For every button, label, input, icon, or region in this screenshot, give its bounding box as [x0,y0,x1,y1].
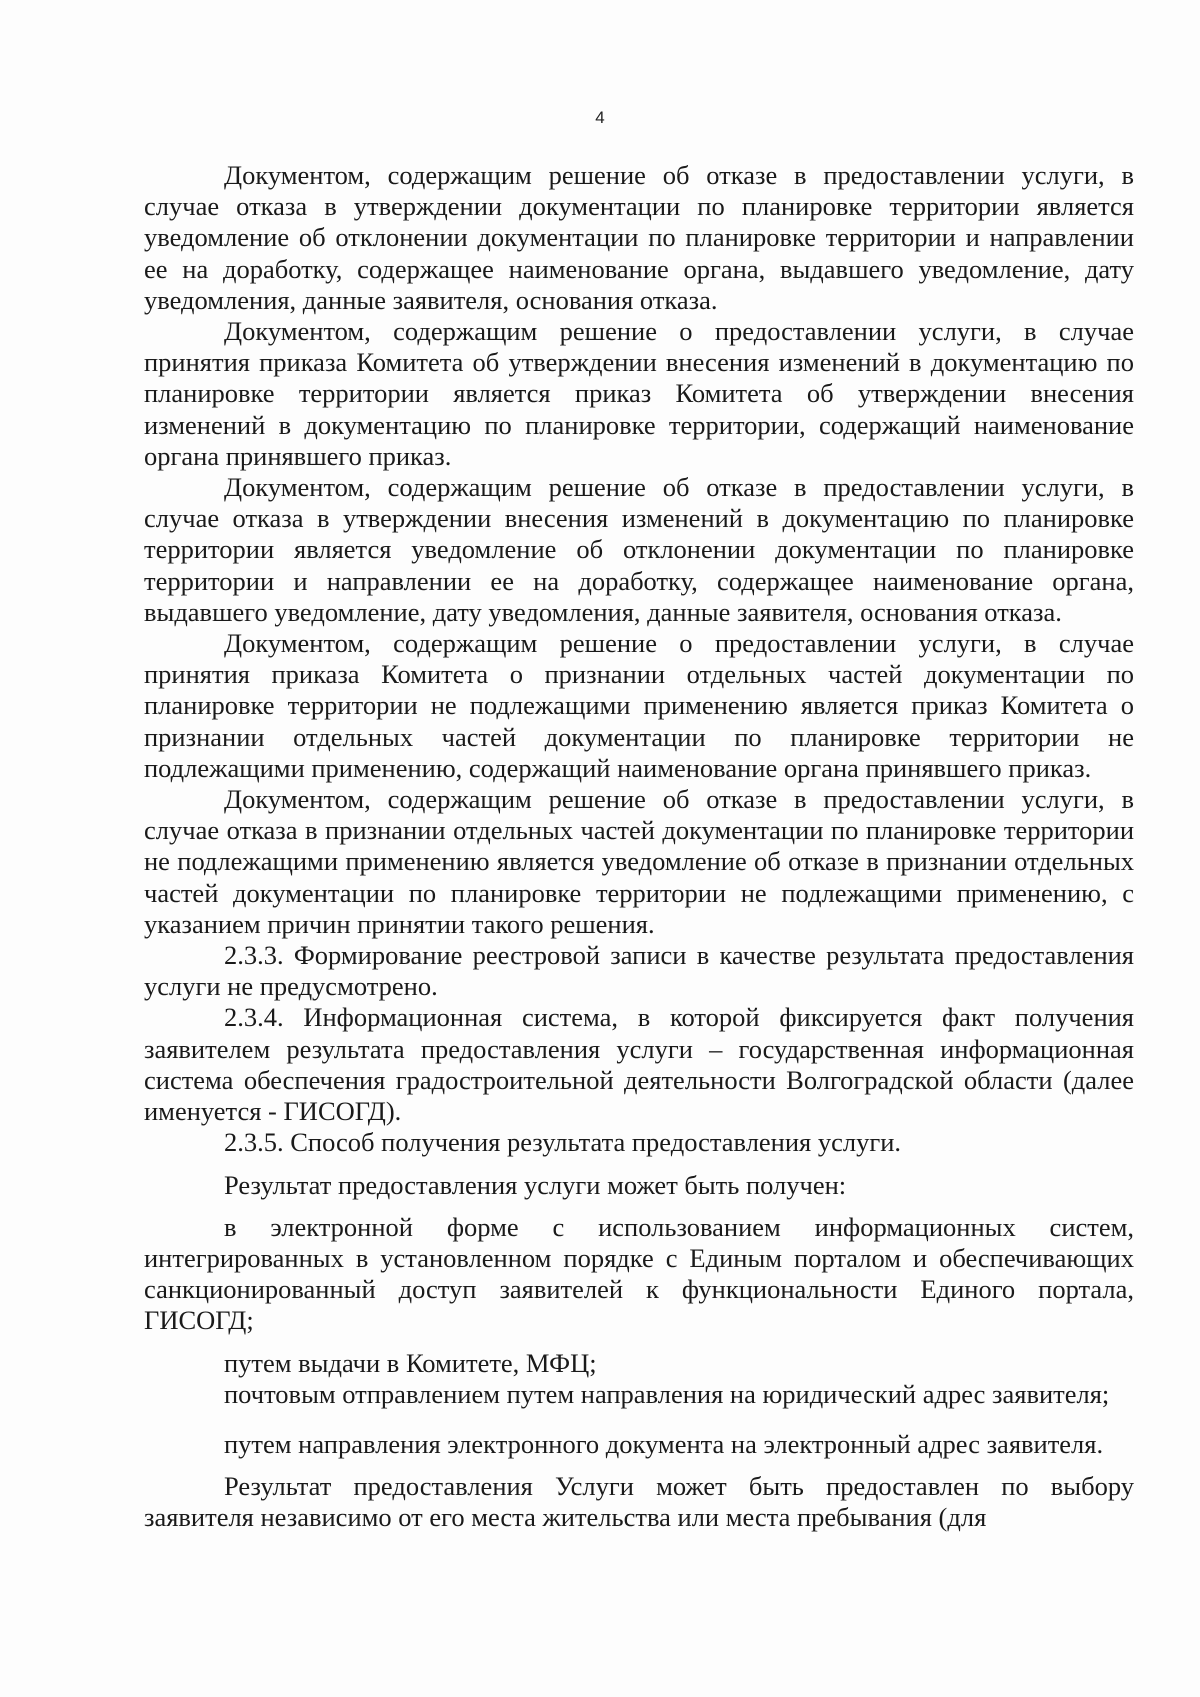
list-item-issuance: путем выдачи в Комитете, МФЦ; [224,1347,597,1378]
paragraph-result-intro: Результат предоставления услуги может быть получен: [224,1169,847,1200]
paragraph-grant-recognition: Документом, содержащим решение о предоставлении услуги, в случае принятия приказа Комитета о признании отдельных частей документации по планировке территории не подлежащими применению является приказ Комитета о признании отдельных частей документации по планировке территории не подлежащими применению, содержащий наименование органа принявшего приказ. [144,628,1134,783]
paragraph-2-3-5: 2.3.5. Способ получения результата предоставления услуги. [224,1127,902,1158]
page-number: 4 [595,108,605,127]
paragraph-2-3-3: 2.3.3. Формирование реестровой записи в качестве результата предоставления услуги не предусмотрено. [144,940,1134,1002]
list-item-postal: почтовым отправлением путем направления на юридический адрес заявителя; [224,1378,1110,1409]
paragraph-refusal-approval: Документом, содержащим решение об отказе в предоставлении услуги, в случае отказа в утверждении документации по планировке территории является уведомление об отклонении документации по планировке территории и направлении ее на доработку, содержащее наименование органа, выдавшего уведомление, дату уведомления, данные заявителя, основания отказа. [144,160,1134,315]
paragraph-refusal-recognition: Документом, содержащим решение об отказе в предоставлении услуги, в случае отказа в признании отдельных частей документации по планировке территории не подлежащими применению является уведомление об отказе в признании отдельных частей документации по планировке территории не подлежащими применению, с указанием причин принятии такого решения. [144,784,1134,939]
paragraph-refusal-amendment: Документом, содержащим решение об отказе в предоставлении услуги, в случае отказа в утверждении внесения изменений в документацию по планировке территории является уведомление об отклонении документации по планировке территории и направлении ее на доработку, содержащее наименование органа, выдавшего уведомление, дату уведомления, данные заявителя, основания отказа. [144,472,1134,627]
paragraph-choice: Результат предоставления Услуги может быть предоставлен по выбору заявителя независимо от его места жительства или места пребывания (для [144,1471,1134,1533]
paragraph-2-3-4: 2.3.4. Информационная система, в которой фиксируется факт получения заявителем результата предоставления услуги – государственная информационная система обеспечения градостроительной деятельности Волгоградской области (далее именуется - ГИСОГД). [144,1002,1134,1127]
list-item-electronic: в электронной форме с использованием информационных систем, интегрированных в установленном порядке с Единым порталом и обеспечивающих санкционированный доступ заявителей к функциональности Единого портала, ГИСОГД; [144,1211,1134,1336]
document-body [144,160,1134,1534]
list-item-email: путем направления электронного документа на электронный адрес заявителя. [224,1428,1104,1459]
paragraph-grant-amendment: Документом, содержащим решение о предоставлении услуги, в случае принятия приказа Комитета об утверждении внесения изменений в документацию по планировке территории является приказ Комитета об утверждении внесения изменений в документацию по планировке территории, содержащий наименование органа принявшего приказ. [144,316,1134,471]
